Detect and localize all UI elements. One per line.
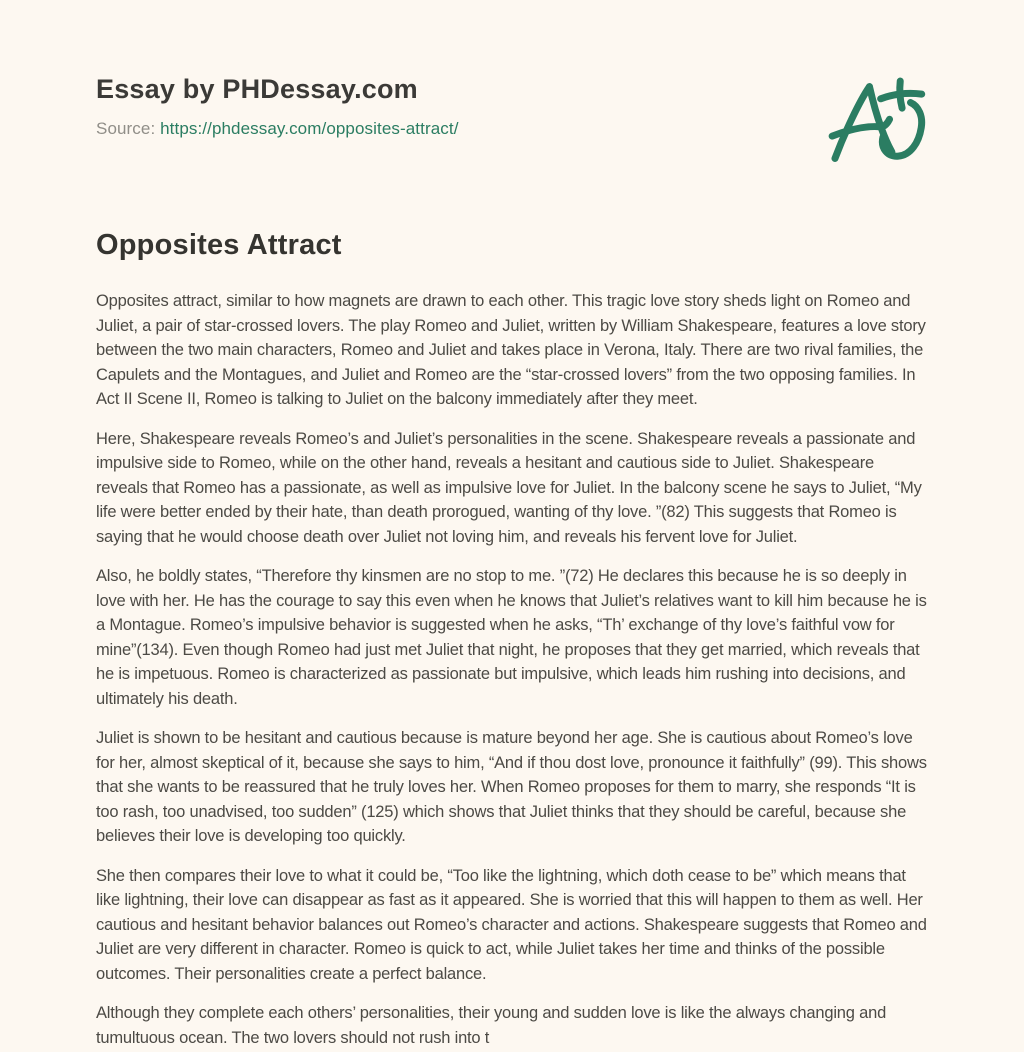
essay-paragraph-2: Here, Shakespeare reveals Romeo’s and Juliet’s personalities in the scene. Shakespeare reveals a passionate and impulsive side to Romeo, while on the other hand, reveals a hesitant and cautious side to Juliet. Shakespeare reveals that Romeo has a passionate, as well as impulsive love for Juliet. In the balcony scene he says to Juliet, “My life were better ended by their hate, than death prorogued, wanting of thy love. ”(82) This suggests that Romeo is saying that he would choose death over Juliet not loving him, and reveals his fervent love for Juliet.	[96, 429, 922, 546]
header-title: Essay by PHDessay.com	[96, 74, 418, 104]
essay-paragraph-5: She then compares their love to what it could be, “Too like the lightning, which doth cease to be” which means that like lightning, their love can disappear as fast as it appeared. She is worried that this will happen to them as well. Her cautious and hesitant behavior balances out Romeo’s character and actions. Shakespeare suggests that Romeo and Juliet are very different in character. Romeo is quick to act, while Juliet takes her time and thinks of the possible outcomes. Their personalities create a perfect balance.	[96, 866, 927, 983]
essay-paragraph-6: Although they complete each others’ personalities, their young and sudden love is like the always changing and tumultuous ocean. The two lovers should not rush into t	[96, 1004, 887, 1047]
essay-body	[96, 289, 928, 1050]
source-link[interactable]: https://phdessay.com/opposites-attract/	[160, 119, 459, 138]
page-header	[96, 66, 928, 165]
source-label: Source:	[96, 119, 156, 138]
essay-title: Opposites Attract	[96, 229, 342, 261]
essay-paragraph-3: Also, he boldly states, “Therefore thy kinsmen are no stop to me. ”(72) He declares this because he is so deeply in love with her. He has the courage to say this even when he knows that Juliet’s relatives want to kill him because he is a Montague. Romeo’s impulsive behavior is suggested when he asks, “Th’ exchange of thy love’s faithful vow for mine”(134). Even though Romeo had just met Juliet that night, he proposes that they get married, which reveals that he is impetuous. Romeo is characterized as passionate but impulsive, which leads him rushing into decisions, and ultimately his death.	[96, 567, 927, 708]
header-text-block	[96, 66, 459, 139]
essay-paragraph-1: Opposites attract, similar to how magnets are drawn to each other. This tragic love story sheds light on Romeo and Juliet, a pair of star-crossed lovers. The play Romeo and Juliet, written by William Shakespeare, features a love story between the two main characters, Romeo and Juliet and takes place in Verona, Italy. There are two rival families, the Capulets and the Montagues, and Juliet and Romeo are the “star-crossed lovers” from the two opposing families. In Act II Scene II, Romeo is talking to Juliet on the balcony immediately after they meet.	[96, 292, 926, 408]
phdessay-a-plus-logo-icon	[820, 68, 932, 165]
essay-paragraph-4: Juliet is shown to be hesitant and cautious because is mature beyond her age. She is cautious about Romeo’s love for her, almost skeptical of it, because she says to him, “And if thou dost love, pronounce it faithfully” (99). This shows that she wants to be reassured that he truly loves her. When Romeo proposes for them to marry, she responds “It is too rash, too unadvised, too sudden” (125) which shows that Juliet thinks that they should be careful, because she believes their love is developing too quickly.	[96, 729, 927, 845]
source-line	[96, 119, 459, 139]
